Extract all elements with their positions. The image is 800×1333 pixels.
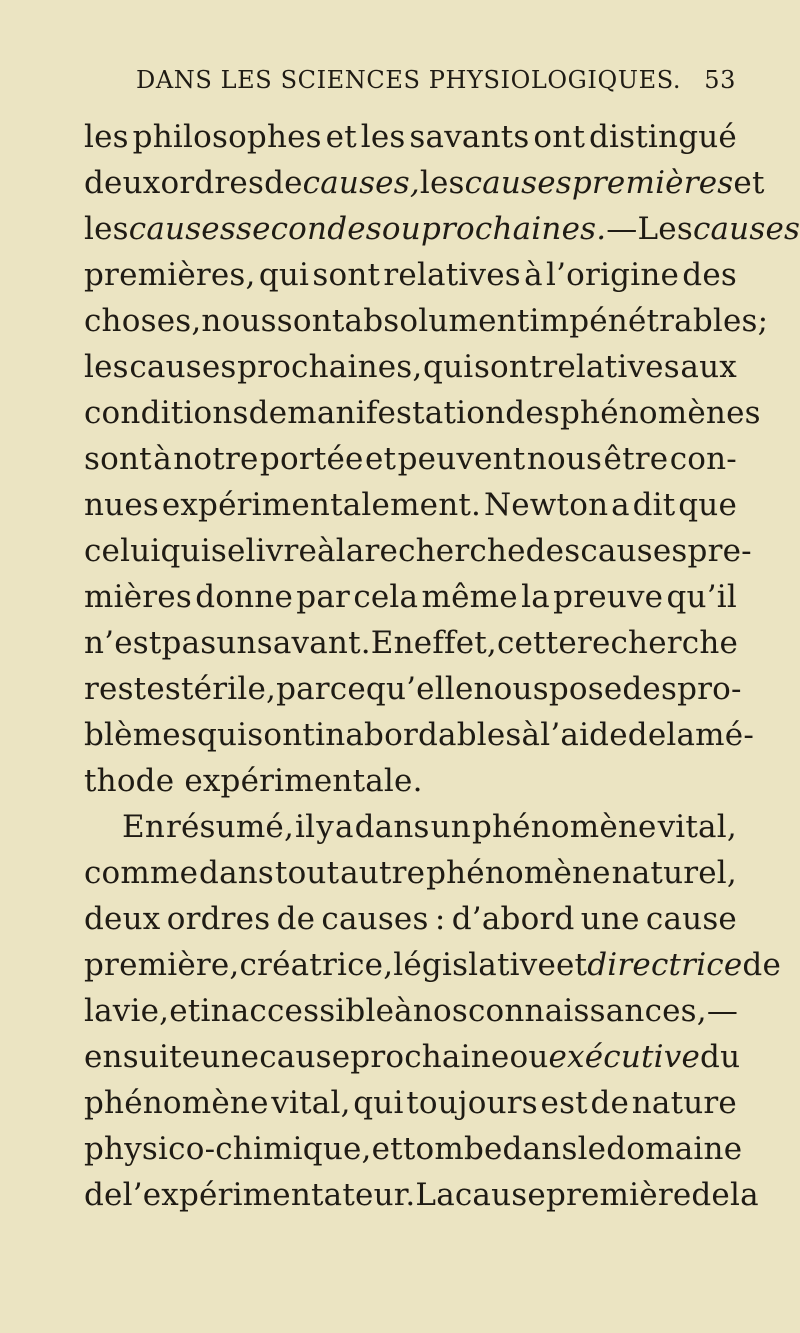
word: tout	[274, 855, 340, 891]
word: résumé,	[165, 809, 295, 845]
word: deux	[84, 901, 161, 937]
word: à	[394, 993, 413, 1029]
word: causes	[464, 165, 572, 201]
word: conditions	[84, 395, 249, 431]
word: des	[682, 257, 737, 293]
word: n’est	[84, 625, 162, 661]
word: de	[742, 947, 782, 983]
word: La	[415, 1177, 455, 1213]
text-line	[84, 666, 742, 712]
text-line	[84, 114, 737, 160]
word: les	[360, 119, 406, 155]
text-line	[84, 1126, 743, 1172]
text-line	[84, 850, 737, 896]
word: a	[611, 487, 630, 523]
word: la	[84, 993, 113, 1029]
word: savants	[409, 119, 530, 155]
word: qu’elle	[365, 671, 474, 707]
word: sont	[247, 717, 316, 753]
word: vital,	[271, 1085, 351, 1121]
word: des	[505, 395, 560, 431]
word: les	[84, 211, 129, 247]
word: domaine	[606, 1131, 743, 1167]
word: à	[153, 441, 172, 477]
word: et	[325, 119, 357, 155]
word: l’origine	[546, 257, 680, 293]
text-line	[84, 574, 737, 620]
word: les	[84, 349, 129, 385]
word: à	[524, 257, 543, 293]
word: qui	[353, 1085, 404, 1121]
word: con-	[669, 441, 737, 477]
word: reste	[84, 671, 165, 707]
word: sont	[312, 257, 381, 293]
word: du	[700, 1039, 741, 1075]
word: être	[603, 441, 669, 477]
word: phénomènes	[560, 395, 761, 431]
word: impénétrables	[529, 303, 758, 339]
word: dans	[199, 855, 275, 891]
text-line	[84, 298, 769, 344]
word: causes	[580, 533, 688, 569]
word: d’abord	[451, 901, 575, 937]
running-head-title: DANS LES SCIENCES PHYSIOLOGIQUES.	[136, 66, 682, 94]
word: celui	[84, 533, 161, 569]
word: connaissances,	[467, 993, 707, 1029]
word: stérile,	[164, 671, 277, 707]
word: En	[370, 625, 414, 661]
text-line: thode expérimentale.	[84, 763, 423, 799]
word: créatrice,	[239, 947, 394, 983]
word: et	[365, 441, 397, 477]
word: de	[276, 901, 316, 937]
word: expérimentalement.	[161, 487, 482, 523]
word: parce	[276, 671, 366, 707]
word: qui	[196, 717, 248, 753]
word: et	[169, 993, 201, 1029]
word: manifestation	[287, 395, 506, 431]
word: de	[248, 395, 288, 431]
word: recherche	[576, 625, 739, 661]
word: la	[521, 579, 550, 615]
text-line	[84, 344, 737, 390]
word: les	[419, 165, 465, 201]
text-line	[84, 252, 737, 298]
word: relatives	[542, 349, 680, 385]
word: sont	[84, 441, 152, 477]
word: sont	[276, 303, 345, 339]
word: dit	[632, 487, 676, 523]
word: pas	[161, 625, 217, 661]
text-line	[84, 988, 737, 1034]
text-line	[122, 804, 737, 850]
word: peuvent	[397, 441, 526, 477]
word: cause	[259, 1039, 351, 1075]
word: autre	[340, 855, 426, 891]
word: la	[335, 533, 365, 569]
word: de	[691, 1177, 730, 1213]
running-head	[136, 66, 736, 106]
word: phénomène	[426, 855, 611, 891]
word: pro-	[677, 671, 742, 707]
word: choses,	[84, 303, 202, 339]
word: prochaine	[350, 1039, 510, 1075]
text-line	[84, 942, 782, 988]
word: sont	[473, 349, 542, 385]
word: prochaines,	[237, 349, 423, 385]
word: les	[84, 119, 129, 155]
word: première,	[84, 947, 240, 983]
word: la	[729, 1177, 759, 1213]
word: toujours	[406, 1085, 538, 1121]
word: un	[430, 809, 471, 845]
word: portée	[259, 441, 364, 477]
word: causes	[321, 901, 429, 937]
page-number: 53	[704, 66, 736, 94]
word: premières,	[84, 257, 256, 293]
text-line	[84, 206, 800, 252]
word: le	[577, 1131, 607, 1167]
word: naturel,	[611, 855, 737, 891]
word: il	[295, 809, 316, 845]
word: que	[678, 487, 737, 523]
word: notre	[173, 441, 259, 477]
word: de	[627, 717, 667, 753]
word: est	[540, 1085, 588, 1121]
word: Newton	[483, 487, 609, 523]
word: dans	[502, 1131, 578, 1167]
word: :	[434, 901, 446, 937]
word: En	[122, 809, 165, 845]
word: inabordables	[315, 717, 522, 753]
word: causes	[129, 349, 237, 385]
word: nature	[631, 1085, 737, 1121]
text-line	[84, 712, 754, 758]
word: absolument	[344, 303, 530, 339]
word: un	[216, 625, 257, 661]
word: prochaines.	[420, 211, 607, 247]
word: tombe	[402, 1131, 503, 1167]
text-line	[84, 436, 737, 482]
word: pre-	[687, 533, 752, 569]
word: causes	[692, 211, 800, 247]
text-line	[84, 390, 761, 436]
word: livre	[245, 533, 318, 569]
word: causes,	[302, 165, 420, 201]
word: se	[210, 533, 246, 569]
word: ensuite	[84, 1039, 201, 1075]
word: pose	[548, 671, 623, 707]
word: phénomène	[84, 1085, 269, 1121]
word: physico-chimique,	[84, 1131, 372, 1167]
text-line	[84, 482, 737, 528]
word: secondes	[235, 211, 382, 247]
word: nous	[201, 303, 277, 339]
word: cause	[454, 1177, 546, 1213]
word: causes	[128, 211, 236, 247]
word: philosophes	[132, 119, 322, 155]
word: phénomène	[471, 809, 657, 845]
word: ou	[381, 211, 421, 247]
word: mières	[84, 579, 192, 615]
word: relatives	[383, 257, 521, 293]
word: cause	[645, 901, 737, 937]
word: directrice	[587, 947, 743, 983]
word: ;	[757, 303, 769, 339]
word: donne	[195, 579, 294, 615]
word: à	[317, 533, 336, 569]
word: vital,	[657, 809, 737, 845]
word: des	[525, 533, 581, 569]
word: de	[590, 1085, 630, 1121]
word: effet,	[413, 625, 497, 661]
word: —	[606, 211, 638, 247]
word: une	[200, 1039, 260, 1075]
word: nous	[473, 671, 549, 707]
word: distingué	[588, 119, 737, 155]
word: y	[316, 809, 334, 845]
word: inaccessible	[200, 993, 395, 1029]
word: une	[580, 901, 640, 937]
word: ont	[533, 119, 586, 155]
word: et	[556, 947, 588, 983]
word: l’expérimentateur.	[122, 1177, 416, 1213]
word: ordres	[166, 901, 271, 937]
word: ordres	[160, 165, 265, 201]
text-line	[84, 896, 737, 942]
word: vie,	[112, 993, 170, 1029]
word: mé-	[695, 717, 754, 753]
word: savant.	[256, 625, 371, 661]
word: et	[733, 165, 765, 201]
word: premières	[571, 165, 734, 201]
word: —	[706, 993, 739, 1029]
word: aux	[680, 349, 737, 385]
word: ou	[509, 1039, 549, 1075]
word: exécutive	[548, 1039, 701, 1075]
word: nos	[412, 993, 468, 1029]
word: qui	[258, 257, 310, 293]
word: nues	[84, 487, 159, 523]
word: cette	[496, 625, 577, 661]
word: par	[296, 579, 351, 615]
word: qui	[423, 349, 474, 385]
word: l’aide	[540, 717, 628, 753]
word: preuve	[553, 579, 664, 615]
word: nous	[526, 441, 603, 477]
word: et	[371, 1131, 403, 1167]
word: première	[545, 1177, 692, 1213]
word: de	[84, 1177, 123, 1213]
word: deux	[84, 165, 161, 201]
word: blèmes	[84, 717, 197, 753]
word: Les	[637, 211, 693, 247]
word: même	[421, 579, 518, 615]
word: la	[666, 717, 696, 753]
word: législative	[393, 947, 557, 983]
text-line	[84, 1080, 737, 1126]
word: des	[622, 671, 678, 707]
text-line	[84, 620, 737, 666]
word: de	[264, 165, 303, 201]
text-line	[84, 1172, 759, 1218]
text-line	[84, 1034, 741, 1080]
text-line	[84, 160, 765, 206]
word: a	[334, 809, 354, 845]
word: comme	[84, 855, 199, 891]
word: dans	[354, 809, 430, 845]
word: à	[521, 717, 541, 753]
word: recherche	[364, 533, 526, 569]
word: qui	[160, 533, 211, 569]
text-line	[84, 528, 752, 574]
word: cela	[353, 579, 419, 615]
word: qu’il	[666, 579, 737, 615]
